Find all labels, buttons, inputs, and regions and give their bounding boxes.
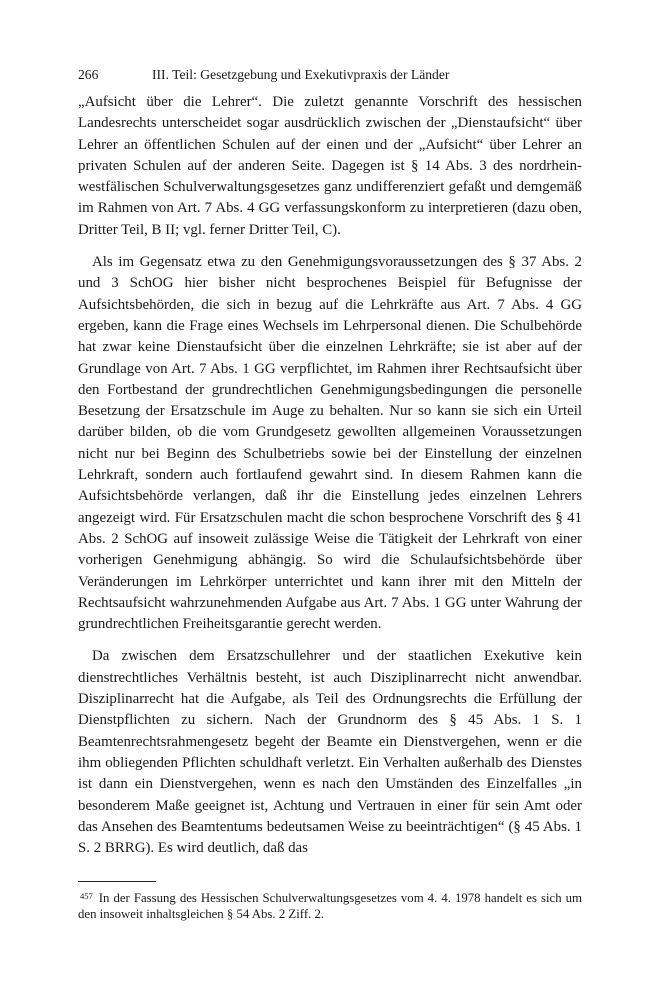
body-paragraph-1: „Aufsicht über die Lehrer“. Die zuletzt genannte Vorschrift des hessischen Landesrechts unterscheidet sogar ausdrücklich zwischen der „Dienstaufsicht“ über Lehrer an öffentlichen Schulen auf der einen und der „Aufsicht“ über Lehrer an privaten Schulen auf der anderen Seite. Dagegen ist § 14 Abs. 3 des nordrhein-westfälischen Schulverwaltungsgesetzes ganz undifferenziert gefaßt und demgemäß im Rahmen von Art. 7 Abs. 4 GG verfassungskonform zu interpretieren (dazu oben, Dritter Teil, B II; vgl. ferner Dritter Teil, C). [78,94,582,238]
book-page [78,66,582,922]
running-header [78,66,582,84]
running-title: III. Teil: Gesetzgebung und Exekutivpraxis der Länder [152,67,450,82]
footnote-marker: 457 [80,891,93,902]
footnote-separator [78,881,156,882]
body-paragraph-2: Als im Gegensatz etwa zu den Genehmigungsvoraussetzungen des § 37 Abs. 2 und 3 SchOG hier bisher nicht besprochenes Beispiel für Befugnisse der Aufsichtsbehörden, die sich in bezug auf die Lehrkräfte aus Art. 7 Abs. 4 GG ergeben, kann die Frage eines Wechsels im Lehrpersonal dienen. Die Schulbehörde hat zwar keine Dienstaufsicht über die einzelnen Lehrkräfte; sie ist aber auf der Grundlage von Art. 7 Abs. 1 GG verpflichtet, im Rahmen ihrer Rechtsaufsicht über den Fortbestand der grundrechtlichen Genehmigungsbedingungen die personelle Besetzung der Ersatzschule im Auge zu behalten. Nur so kann sie sich ein Urteil darüber bilden, ob die vom Grundgesetz gewollten allgemeinen Voraussetzungen nicht nur bei Beginn des Schulbetriebs sowie bei der Einstellung der einzelnen Lehrkraft, sondern auch fortlaufend gewahrt sind. In diesem Rahmen kann die Aufsichtsbehörde verlangen, daß ihr die Einstellung jedes einzelnen Lehrers angezeigt wird. Für Ersatzschulen macht die schon besprochene Vorschrift des § 41 Abs. 2 SchOG auf insoweit zulässige Weise die Tätigkeit der Lehrkraft von einer vorherigen Genehmigung abhängig. So wird die Schulaufsichtsbehörde über Veränderungen im Lehrkörper unterrichtet und kann ihrer mit den Mitteln der Rechtsaufsicht wahrzunehmenden Aufgabe aus Art. 7 Abs. 1 GG unter Wahrung der grundrechtlichen Freiheitsgarantie gerecht werden. [78,254,582,633]
body-paragraph-3: Da zwischen dem Ersatzschullehrer und der staatlichen Exekutive kein dienstrechtliches Verhältnis besteht, ist auch Disziplinarrecht nicht anwendbar. Disziplinarrecht hat die Aufgabe, als Teil des Ordnungsrechts die Erfüllung der Dienstpflichten zu sichern. Nach der Grundnorm des § 45 Abs. 1 S. 1 Beamtenrechtsrahmengesetz begeht der Beamte ein Dienstvergehen, wenn er die ihm obliegenden Pflichten schuldhaft verletzt. Ein Verhalten außerhalb des Dienstes ist dann ein Dienstvergehen, wenn es nach den Umständen des Einzelfalles „in besonderem Maße geeignet ist, Achtung und Vertrauen in einer für sein Amt oder das Ansehen des Beamtentums bedeutsamen Weise zu beeinträchtigen“ (§ 45 Abs. 1 S. 2 BRRG). Es wird deutlich, daß das [78,648,582,857]
page-number: 266 [78,67,99,82]
footnote-457 [78,888,582,922]
footnote-text: In der Fassung des Hessischen Schulverwaltungsgesetzes vom 4. 4. 1978 handelt es sich um den insoweit inhaltsgleichen § 54 Abs. 2 Ziff. 2. [78,891,582,922]
